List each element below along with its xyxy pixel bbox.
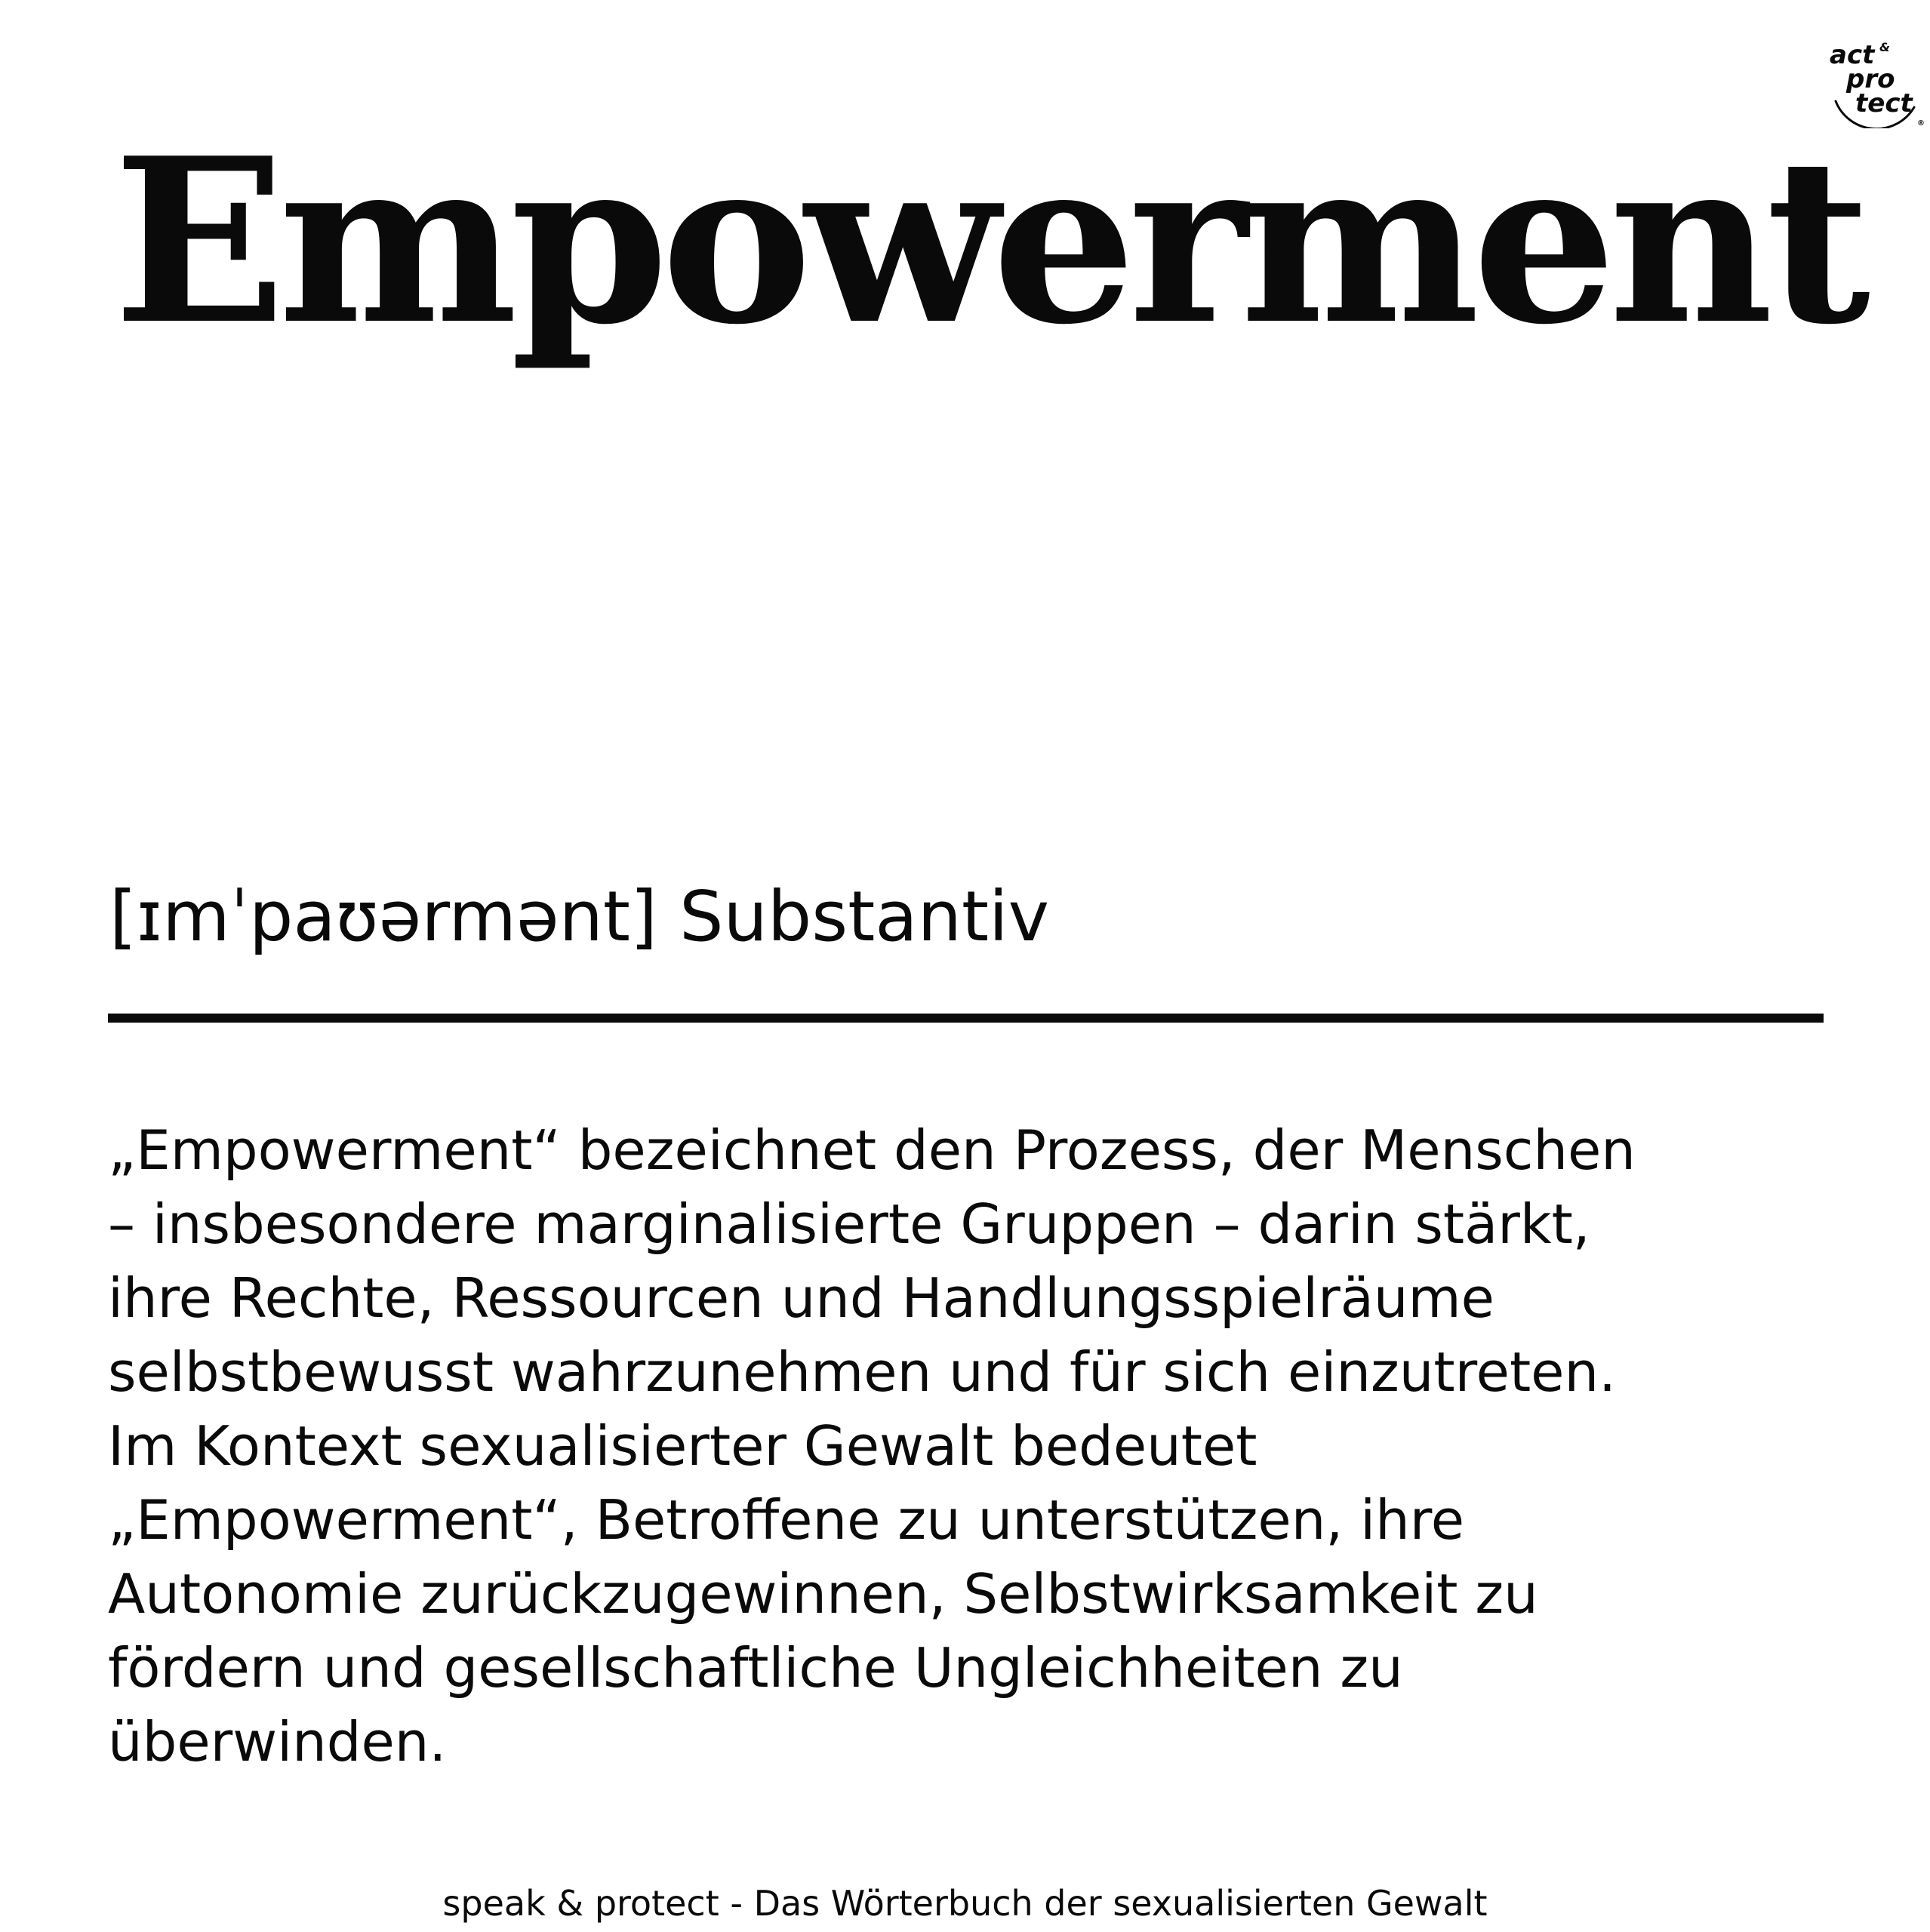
definition-line: Im Kontext sexualisierter Gewalt bedeutet <box>108 1414 1257 1478</box>
definition-line: ihre Rechte, Ressourcen und Handlungsspielräume <box>108 1266 1494 1330</box>
logo-text-tect: tect <box>1855 88 1913 118</box>
word-class: Substantiv <box>679 876 1050 957</box>
logo-text-act: act <box>1830 40 1875 70</box>
definition-text <box>108 1113 1844 1779</box>
pronunciation: [ɪmˈpaʊərmənt] <box>109 876 657 957</box>
headword: Empowerment <box>113 108 1864 374</box>
definition-line: überwinden. <box>108 1710 447 1774</box>
definition-line: fördern und gesellschaftliche Ungleichheiten zu <box>108 1636 1403 1700</box>
footer-caption: speak & protect - Das Wörterbuch der sexualisierten Gewalt <box>442 1883 1488 1924</box>
definition-line: selbstbewusst wahrzunehmen und für sich einzutreten. <box>108 1340 1616 1404</box>
divider-rule <box>108 1014 1824 1023</box>
definition-line: „Empowerment“ bezeichnet den Prozess, der Menschen <box>108 1118 1636 1182</box>
logo-text-pro: pro <box>1846 64 1895 94</box>
pronunciation-line <box>109 875 1049 958</box>
logo-registered-mark: ® <box>1917 119 1925 128</box>
logo-text-ampersand: & <box>1879 40 1890 54</box>
definition-line: Autonomie zurückzugewinnen, Selbstwirksamkeit zu <box>108 1562 1538 1626</box>
definition-line: „Empowerment“, Betroffene zu unterstützen, ihre <box>108 1488 1465 1552</box>
definition-line: – insbesondere marginalisierte Gruppen – darin stärkt, <box>108 1192 1590 1256</box>
